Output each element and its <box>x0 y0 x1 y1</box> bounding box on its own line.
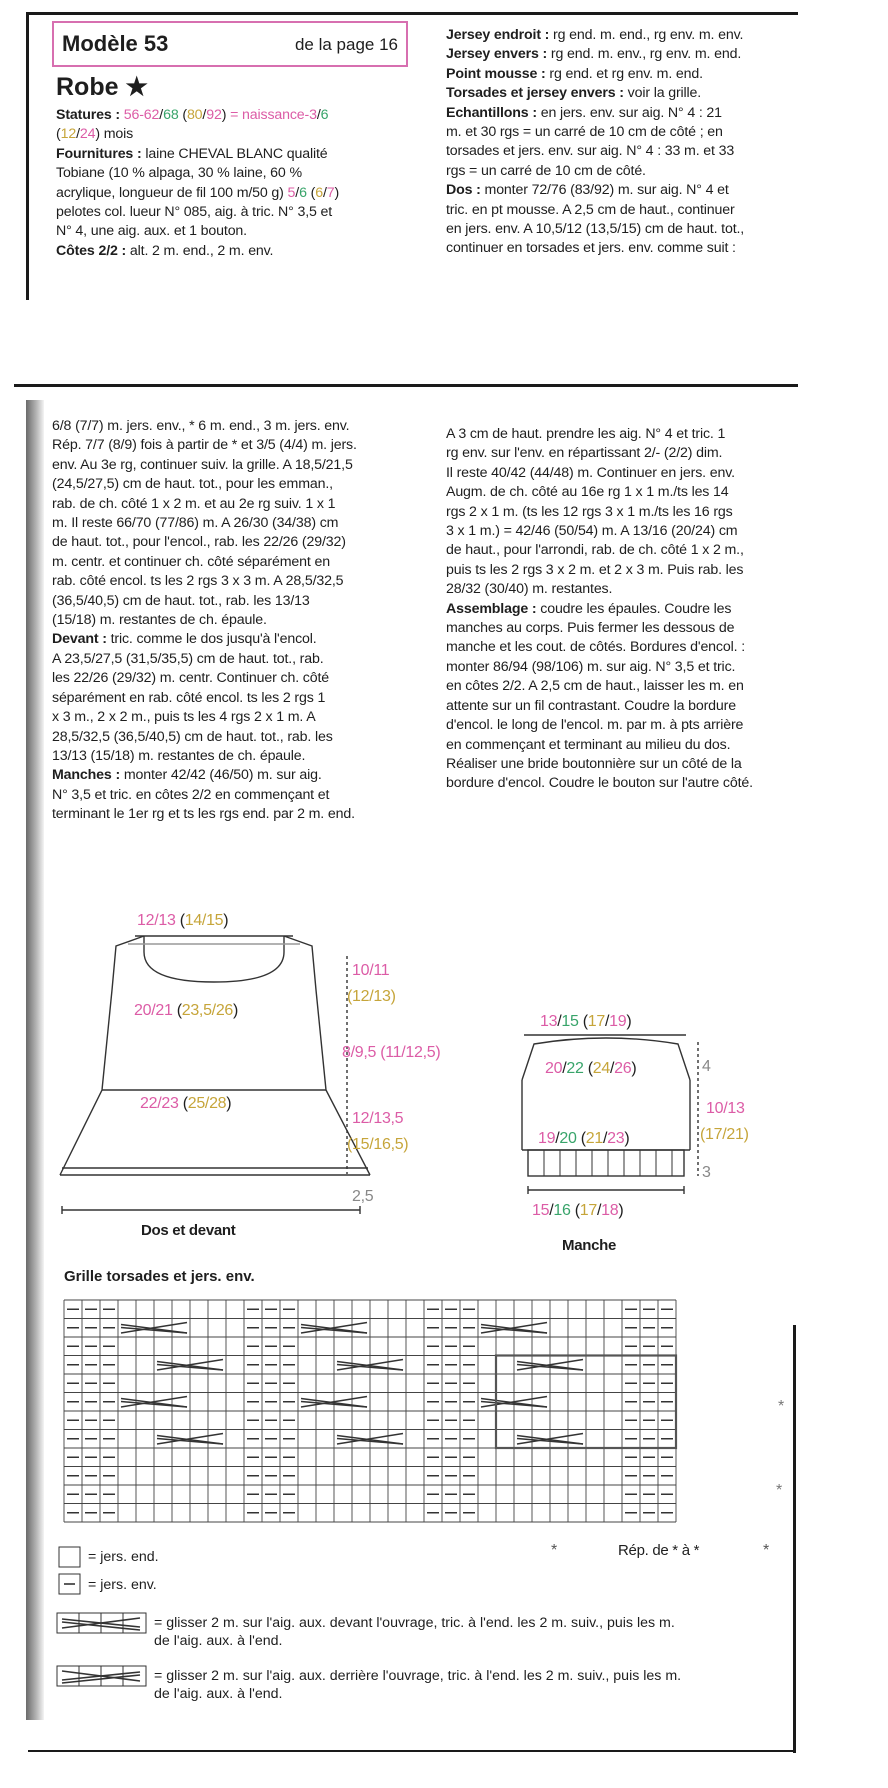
instruction-line: attente sur un fil contrastant. Coudre la bordure <box>446 697 736 714</box>
instruction-line: (36,5/40,5) cm de haut. tot., rab. les 13/13 <box>52 592 310 609</box>
instruction-line: manche et les cout. de côtés. Bordures d'encol. : <box>446 639 745 656</box>
legend-cable-front: = glisser 2 m. sur l'aig. aux. devant l'ouvrage, tric. à l'end. les 2 m. suiv., puis les m. de l'aig. aux. à l'end. <box>154 1615 675 1649</box>
top-right-text <box>446 26 796 259</box>
body-h3-a: 12/13,5 <box>352 1110 404 1127</box>
sleeve-caption: Manche <box>562 1237 617 1254</box>
top-right-line: torsades et jers. env. sur aig. N° 4 : 33 m. et 33 <box>446 143 735 160</box>
legend-knit-icon <box>58 1546 82 1568</box>
sleeve-ribbing <box>528 1150 684 1176</box>
instruction-line: en côtes 2/2. A 2,5 cm de haut., laisser les m. en <box>446 678 744 695</box>
body-caption: Dos et devant <box>141 1222 236 1239</box>
instruction-line: Assemblage : coudre les épaules. Coudre les <box>446 600 732 617</box>
legend-purl-icon <box>58 1573 82 1595</box>
legend-purl: = jers. env. <box>88 1577 157 1593</box>
instruction-line: rg env. sur l'env. en répartissant 2/- (2/2) dim. <box>446 445 723 462</box>
body-h4: 2,5 <box>352 1188 374 1205</box>
instruction-line: manches au corps. Puis fermer les dessous de <box>446 620 735 637</box>
instruction-line: terminant le 1er rg et ts les rgs end. par 2 m. end. <box>52 806 355 823</box>
model-box <box>52 21 408 67</box>
legend-cable-back-icon <box>56 1665 148 1687</box>
instruction-line: A 23,5/27,5 (31,5/35,5) cm de haut. tot., rab. <box>52 650 324 667</box>
instruction-line: en commençant et terminant au milieu du dos. <box>446 736 731 753</box>
grid-cells <box>64 1300 676 1522</box>
legend-cable-back: = glisser 2 m. sur l'aig. aux. derrière l'ouvrage, tric. à l'end. les 2 m. suiv., puis les m. de l'aig. aux. à l'end. <box>154 1668 682 1702</box>
instruction-line: N° 3,5 et tric. en côtes 2/2 en commençant et <box>52 786 330 803</box>
instruction-line: A 3 cm de haut. prendre les aig. N° 4 et tric. 1 <box>446 426 726 442</box>
instruction-line: (24,5/27,5) cm de haut. tot., pour les emman., <box>52 476 333 493</box>
body-h1-b: (12/13) <box>347 988 396 1005</box>
top-left-text: Statures : 56-62/68 (80/92) = naissance-3/6 (12/24) mois Fournitures : laine CHEVAL BLANC qualité Tobiane (10 % alpaga, 30 % laine, 60 % acrylique, longueur de fil 100 m/50 g) 5/6 (6/7) pelotes col. lueur N° 085, aig. à tric. N° 3,5 et N° 4, une aig. aux. et 1 bouton. Côtes 2/2 : alt. 2 m. end., 2 m. env. <box>56 107 340 259</box>
instruction-line: x 3 m., 2 x 2 m., puis ts les 4 rgs 2 x 1 m. A <box>52 709 316 726</box>
legend-knit: = jers. end. <box>88 1549 159 1565</box>
instruction-line: séparément en rab. côté encol. ts les 2 rgs 1 <box>52 689 326 706</box>
top-right-line: Jersey envers : rg end. m. env., rg env. m. end. <box>446 46 742 63</box>
grid-star-end: * <box>763 1542 769 1559</box>
instruction-line: 3 x 1 m.) = 42/46 (50/54) m. A 13/16 (20/24) cm <box>446 523 738 540</box>
grid-star-left: * <box>551 1542 557 1559</box>
sleeve-bottom-width: 15/16 (17/18) <box>532 1202 624 1219</box>
instruction-line: m. centr. et continuer ch. côté séparément en <box>52 553 330 570</box>
page-ref: de la page 16 <box>294 35 398 54</box>
body-outline-left <box>60 936 144 1175</box>
top-right-line: rgs = un carré de 10 cm de côté. <box>446 162 646 179</box>
knit-chart-grid <box>60 1296 780 1546</box>
sleeve-mid-width: 20/22 (24/26) <box>545 1060 637 1077</box>
top-right-line: Point mousse : rg end. et rg env. m. end. <box>446 65 703 82</box>
pattern-title: Robe ★ <box>56 73 148 101</box>
instruction-line: de haut., pour l'arrondi, rab. de ch. côté 1 x 2 m., <box>446 542 744 559</box>
instruction-line: Augm. de ch. côté au 16e rg 1 x 1 m./ts les 14 <box>446 484 729 501</box>
sleeve-h3: 3 <box>702 1164 711 1181</box>
instruction-line: rab. de ch. côté 1 x 2 m. et au 2e rg suiv. 1 x 1 <box>52 495 336 512</box>
instruction-line: Rép. 7/7 (8/9) fois à partir de * et 3/5 (4/4) m. jers. <box>52 437 357 454</box>
instruction-line: Manches : monter 42/42 (46/50) m. sur aig. <box>52 767 322 784</box>
sleeve-top-width: 13/15 (17/19) <box>540 1013 632 1030</box>
instruction-line: Devant : tric. comme le dos jusqu'à l'encol. <box>52 631 317 648</box>
instruction-line: d'encol. le long de l'encol. m. par m. à pts arrière <box>446 717 744 734</box>
instruction-line: de haut. tot., pour l'encol., rab. les 22/26 (29/32) <box>52 534 346 551</box>
top-left-rule <box>26 12 29 300</box>
top-rule <box>28 12 798 15</box>
instruction-line: m. Il reste 66/70 (77/86) m. A 26/30 (34/38) cm <box>52 515 339 532</box>
instruction-line: rab. côté encol. ts les 2 rgs 3 x 3 m. A 28,5/32,5 <box>52 573 344 590</box>
body-h2: 8/9,5 (11/12,5) <box>342 1044 441 1061</box>
top-right-line: Dos : monter 72/76 (83/92) m. sur aig. N° 4 et <box>446 182 729 199</box>
top-right-line: Echantillons : en jers. env. sur aig. N° 4 : 21 <box>446 104 722 121</box>
instruction-line: 28/32 (30/40) m. restantes. <box>446 581 613 598</box>
instruction-line: bordure d'encol. Coudre le bouton sur l'autre côté. <box>446 775 753 792</box>
sleeve-h1: 4 <box>702 1058 711 1075</box>
legend-cable-front-icon <box>56 1612 148 1634</box>
body-low-width: 22/23 (25/28) <box>140 1095 232 1112</box>
neck-curve <box>144 936 284 982</box>
body-h3-b: (15/16,5) <box>347 1136 409 1153</box>
instruction-line: 6/8 (7/7) m. jers. env., * 6 m. end., 3 m. jers. env. <box>52 418 350 434</box>
instructions-column-1 <box>52 417 412 825</box>
instructions-column-2 <box>446 425 798 794</box>
sleeve-h2-b: (17/21) <box>700 1126 749 1143</box>
top-right-line: m. et 30 rgs = un carré de 10 cm de côté ; en <box>446 124 723 141</box>
model-label: Modèle 53 <box>62 31 169 56</box>
star-icon: ★ <box>125 73 148 101</box>
body-mid-width: 20/21 (23,5/26) <box>134 1002 239 1019</box>
grid-repeat-label: Rép. de * à * <box>618 1542 700 1559</box>
top-right-line: Torsades et jersey envers : voir la grille. <box>446 85 702 102</box>
top-right-line: continuer en torsades et jers. env. comme suit : <box>446 240 736 257</box>
sleeve-schematic <box>510 1030 710 1200</box>
sleeve-low-width: 19/20 (21/23) <box>538 1130 630 1147</box>
instruction-line: rgs 2 x 1 m. (ts les 12 rgs 3 x 1 m./ts les 16 rgs <box>446 503 733 520</box>
instruction-line: Il reste 40/42 (44/48) m. Continuer en jers. env. <box>446 464 735 481</box>
instruction-line: env. Au 3e rg, continuer suiv. la grille. A 18,5/21,5 <box>52 456 353 473</box>
instruction-line: les 22/26 (29/32) m. centr. Continuer ch. côté <box>52 670 330 687</box>
grid-star-right-bottom: * <box>776 1482 782 1499</box>
body-h1-a: 10/11 <box>352 962 390 979</box>
top-right-line: tric. en pt mousse. A 2,5 cm de haut., continuer <box>446 201 735 218</box>
top-right-line: en jers. env. A 10,5/12 (13,5/15) cm de haut. tot., <box>446 221 745 238</box>
top-right-line: Jersey endroit : rg end. m. end., rg env. m. env. <box>446 27 744 43</box>
instruction-line: 28,5/32,5 (36,5/40,5) cm de haut. tot., rab. les <box>52 728 333 745</box>
main-rule <box>14 384 798 387</box>
instruction-line: monter 86/94 (98/106) m. sur aig. N° 3,5 et tric. <box>446 658 736 675</box>
instruction-line: puis ts les 2 rgs 3 x 2 m. et 2 x 3 m. Puis rab. les <box>446 561 744 578</box>
instruction-line: (15/18) m. restantes de ch. épaule. <box>52 612 267 629</box>
instruction-line: 13/13 (15/18) m. restantes de ch. épaule. <box>52 747 306 764</box>
sleeve-h2-a: 10/13 <box>706 1100 745 1117</box>
body-top-width: 12/13 (14/15) <box>137 912 229 929</box>
bottom-rule <box>28 1750 796 1752</box>
grid-star-right-top: * <box>778 1398 784 1415</box>
instruction-line: Réaliser une bride boutonnière sur un côté de la <box>446 755 742 772</box>
grid-title: Grille torsades et jers. env. <box>64 1268 255 1285</box>
